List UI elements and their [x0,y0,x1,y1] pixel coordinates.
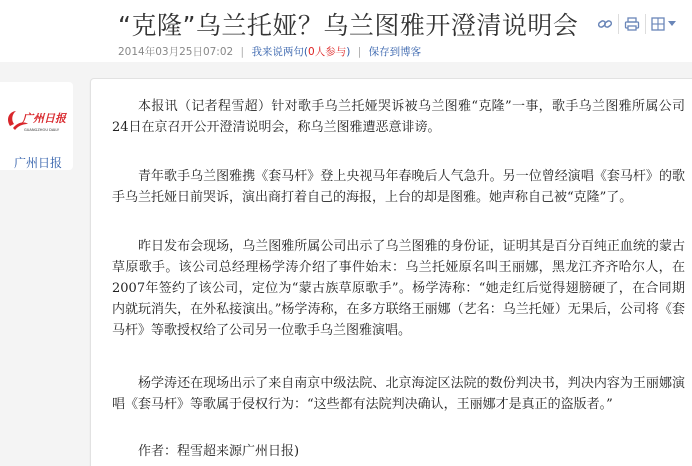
logo-subtext: GUANGZHOU DAILY [24,128,60,132]
logo-text: 广州日报 [22,112,66,125]
article-header [0,0,692,62]
print-button[interactable] [618,14,645,34]
print-icon [624,16,640,32]
article-paragraph: 青年歌手乌兰图雅携《套马杆》登上央视马年春晚后人气急升。另一位曾经演唱《套马杆》的歌手乌兰托娅日前哭诉，演出商打着自己的海报，上台的却是图雅。她声称自己被“克隆”了。 [112,169,685,205]
article-paragraph: 本报讯（记者程雪超）针对歌手乌兰托娅哭诉被乌兰图雅“克隆”一事，歌手乌兰图雅所属公司24日在京召开公开澄清说明会，称乌兰图雅遭恶意诽谤。 [112,99,685,135]
source-logo [4,106,70,136]
comment-link-label: 我来说两句( [251,46,309,58]
article-paragraph: 杨学涛还在现场出示了来自南京中级法院、北京海淀区法院的数份判决书，判决内容为王丽娜演唱《套马杆》等歌属于侵权行为：“这些都有法院判决确认，王丽娜才是真正的盗版者。” [112,376,685,412]
source-name[interactable]: 广州日报 [14,156,63,170]
link-icon [597,16,613,32]
toolbar [592,14,680,34]
comment-count: 0人参与 [308,46,347,58]
comment-link-close: ) [346,46,351,58]
article-paragraph: 昨日发布会现场，乌兰图雅所属公司出示了乌兰图雅的身份证，证明其是百分百纯正血统的蒙古草原歌手。该公司总经理杨学涛介绍了事件始末：乌兰托娅原名叫王丽娜，黑龙江齐齐哈尔人，在2007年签约了该公司，定位为“蒙古族草原歌手”。杨学涛称：“她走红后觉得翅膀硬了，在合同期内就玩消失，在外私接演出。”杨学涛称，在多方联络王丽娜（艺名：乌兰托娅）无果后，公司将《套马杆》等歌授权给了公司另一位歌手乌兰图雅演唱。 [112,239,685,338]
comment-link[interactable] [251,46,350,58]
share-grid-icon [651,17,665,31]
chevron-down-icon [668,21,676,27]
save-to-blog-link[interactable]: 保存到博客 [368,46,422,58]
link-button[interactable] [592,14,618,34]
publish-datetime: 2014年03月25日07:02 [118,46,234,58]
article-meta [118,44,421,59]
meta-divider: | [240,46,245,58]
share-button[interactable] [645,14,680,34]
article-title: “克隆”乌兰托娅？乌兰图雅开澄清说明会 [118,11,579,40]
meta-divider: | [357,46,362,58]
article-author: 作者：程雪超来源广州日报) [138,444,300,459]
